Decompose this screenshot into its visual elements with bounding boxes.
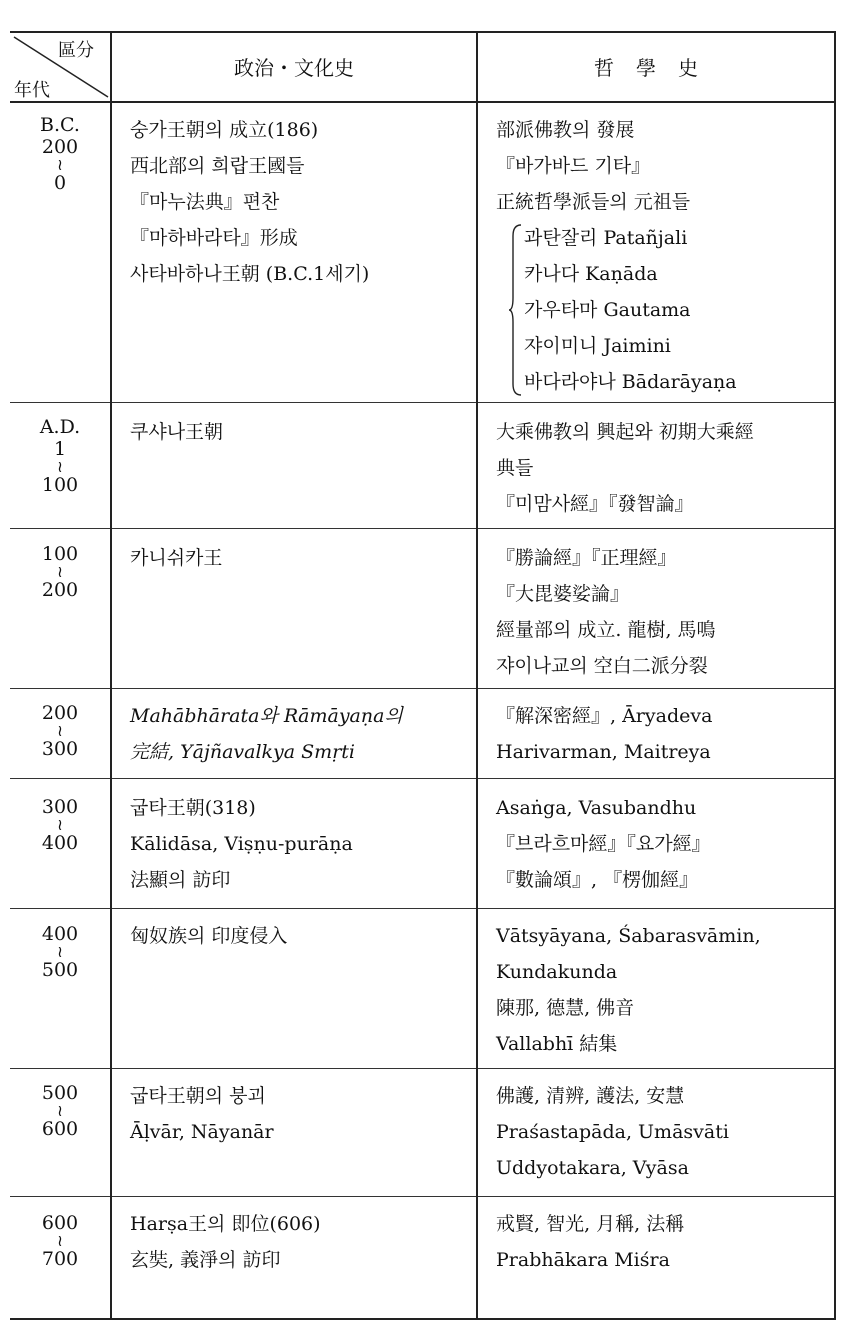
political-cell <box>130 1206 321 1278</box>
political-entry: 굽타王朝(318) <box>130 797 256 819</box>
period-cell <box>12 923 108 981</box>
political-entry: 西北部의 희랍王國들 <box>130 155 305 177</box>
political-entry: 카니쉬카王 <box>130 547 223 569</box>
political-cell <box>130 414 223 450</box>
political-entry: 玄奘, 義淨의 訪印 <box>130 1249 281 1271</box>
philosophy-cell <box>496 698 712 770</box>
philosophy-entry: Uddyotakara, Vyāsa <box>496 1157 689 1179</box>
period-start: 100 <box>41 543 79 565</box>
political-entry: 『마누法典』편찬 <box>130 191 280 213</box>
period-tilde: ≀ <box>57 942 63 961</box>
philosophy-cell <box>496 112 737 400</box>
philosophy-entry: Vātsyāyana, Śabarasvāmin, <box>496 925 761 947</box>
philosophy-entry: 쟈이나교의 空白二派分裂 <box>496 655 708 677</box>
philosophy-entry: Praśastapāda, Umāsvāti <box>496 1121 729 1143</box>
period-start: 300 <box>41 796 79 818</box>
period-start: 200 <box>41 136 79 158</box>
philosophy-cell <box>496 790 711 898</box>
header-political-cultural-history: 政治・文化史 <box>234 56 354 80</box>
founder-entry: 카나다 Kaṇāda <box>524 263 658 285</box>
period-end: 0 <box>53 172 67 194</box>
period-cell <box>12 796 108 854</box>
period-cell <box>12 702 108 760</box>
philosophy-entry: 陳那, 德慧, 佛音 <box>496 997 635 1019</box>
political-entry: 『마하바라타』形成 <box>130 227 298 249</box>
period-start: 1 <box>53 438 67 460</box>
philosophy-cell <box>496 1078 729 1186</box>
row-divider <box>10 688 836 689</box>
philosophy-entry: 典들 <box>496 457 534 479</box>
philosophy-entry: 『미맘사經』『發智論』 <box>496 493 694 515</box>
political-cell <box>130 918 287 954</box>
political-entry: 사타바하나王朝 (B.C.1세기) <box>130 263 370 285</box>
row-divider <box>10 1196 836 1197</box>
period-cell <box>12 114 108 194</box>
philosophy-entry: 『勝論經』『正理經』 <box>496 547 677 569</box>
row-divider <box>10 1068 836 1069</box>
founder-entry: 쟈이미니 Jaimini <box>524 335 671 357</box>
period-label: B.C. <box>40 114 80 136</box>
period-end: 100 <box>41 474 79 496</box>
period-end: 700 <box>41 1248 79 1270</box>
political-entry: Mahābhārata와 Rāmāyaṇa의 <box>130 705 403 727</box>
table-right-border <box>834 31 836 1320</box>
period-cell <box>12 416 108 496</box>
philosophy-entry: Kundakunda <box>496 961 618 983</box>
philosophy-cell <box>496 414 754 522</box>
political-cell <box>130 1078 274 1150</box>
row-divider <box>10 778 836 779</box>
period-start: 500 <box>41 1082 79 1104</box>
political-entry: Āḷvār, Nāyanār <box>130 1121 274 1143</box>
philosophy-entry: 『數論頌』, 『楞伽經』 <box>496 869 699 891</box>
philosophy-entry: 佛護, 清辨, 護法, 安慧 <box>496 1085 685 1107</box>
philosophy-cell <box>496 540 716 684</box>
political-entry: 숭가王朝의 成立(186) <box>130 119 319 141</box>
philosophy-entry: Vallabhī 結集 <box>496 1033 618 1055</box>
row-divider <box>10 528 836 529</box>
period-end: 500 <box>41 959 79 981</box>
founder-entry: 바다라야나 Bādarāyaṇa <box>524 371 737 393</box>
table-top-border <box>10 31 836 33</box>
curly-brace-icon <box>508 224 522 396</box>
philosophy-entry: 『大毘婆娑論』 <box>496 583 630 605</box>
political-entry: 굽타王朝의 붕괴 <box>130 1085 266 1107</box>
header-year: 年代 <box>14 80 50 101</box>
political-entry: 쿠샤나王朝 <box>130 421 224 443</box>
period-cell <box>12 543 108 601</box>
philosophy-entry: Asaṅga, Vasubandhu <box>496 797 697 819</box>
row-divider <box>10 402 836 403</box>
period-cell <box>12 1082 108 1140</box>
period-start: 400 <box>41 923 79 945</box>
political-entry: Kālidāsa, Viṣṇu-purāṇa <box>130 833 353 855</box>
philosophy-entry: 部派佛教의 發展 <box>496 119 635 141</box>
philosophy-entry: 『解深密經』, Āryadeva <box>496 705 713 727</box>
period-start: 600 <box>41 1212 79 1234</box>
political-entry: 法顯의 訪印 <box>130 869 231 891</box>
column-divider-year <box>110 31 112 1320</box>
period-end: 600 <box>41 1118 79 1140</box>
founders-list <box>496 220 737 400</box>
political-entry: 匈奴族의 印度侵入 <box>130 925 288 947</box>
period-tilde: ≀ <box>57 721 63 740</box>
founder-entry: 가우타마 Gautama <box>524 299 691 321</box>
philosophy-cell <box>496 918 761 1062</box>
philosophy-entry: Prabhākara Miśra <box>496 1249 670 1271</box>
philosophy-entry: Harivarman, Maitreya <box>496 741 711 763</box>
period-label: A.D. <box>39 416 81 438</box>
period-tilde: ≀ <box>57 1101 63 1120</box>
header-bottom-border <box>10 101 836 103</box>
header-philosophy-history: 哲學史 <box>594 56 720 80</box>
political-cell <box>130 112 369 292</box>
philosophy-cell <box>496 1206 684 1278</box>
philosophy-entry: 『바가바드 기타』 <box>496 155 651 177</box>
political-cell <box>130 540 222 576</box>
header-division: 區分 <box>58 40 94 61</box>
row-divider <box>10 908 836 909</box>
period-tilde: ≀ <box>57 155 63 174</box>
philosophy-entry: 戒賢, 智光, 月稱, 法稱 <box>496 1213 685 1235</box>
political-cell <box>130 698 403 770</box>
period-tilde: ≀ <box>57 457 63 476</box>
period-cell <box>12 1212 108 1270</box>
period-end: 200 <box>41 579 79 601</box>
period-tilde: ≀ <box>57 815 63 834</box>
founder-entry: 과탄잘리 Patañjali <box>524 227 688 249</box>
period-tilde: ≀ <box>57 562 63 581</box>
table-bottom-border <box>10 1318 836 1320</box>
column-divider-content <box>476 31 478 1320</box>
period-tilde: ≀ <box>57 1231 63 1250</box>
philosophy-entry: 經量部의 成立. 龍樹, 馬鳴 <box>496 619 716 641</box>
political-entry: 完結, Yājñavalkya Smṛti <box>130 741 355 763</box>
period-end: 400 <box>41 832 79 854</box>
period-start: 200 <box>41 702 79 724</box>
political-cell <box>130 790 353 898</box>
philosophy-entry: 大乘佛教의 興起와 初期大乘經 <box>496 421 754 443</box>
period-end: 300 <box>41 738 79 760</box>
philosophy-entry: 正統哲學派들의 元祖들 <box>496 191 691 213</box>
political-entry: Harṣa王의 即位(606) <box>130 1213 321 1235</box>
philosophy-entry: 『브라흐마經』『요가經』 <box>496 833 711 855</box>
